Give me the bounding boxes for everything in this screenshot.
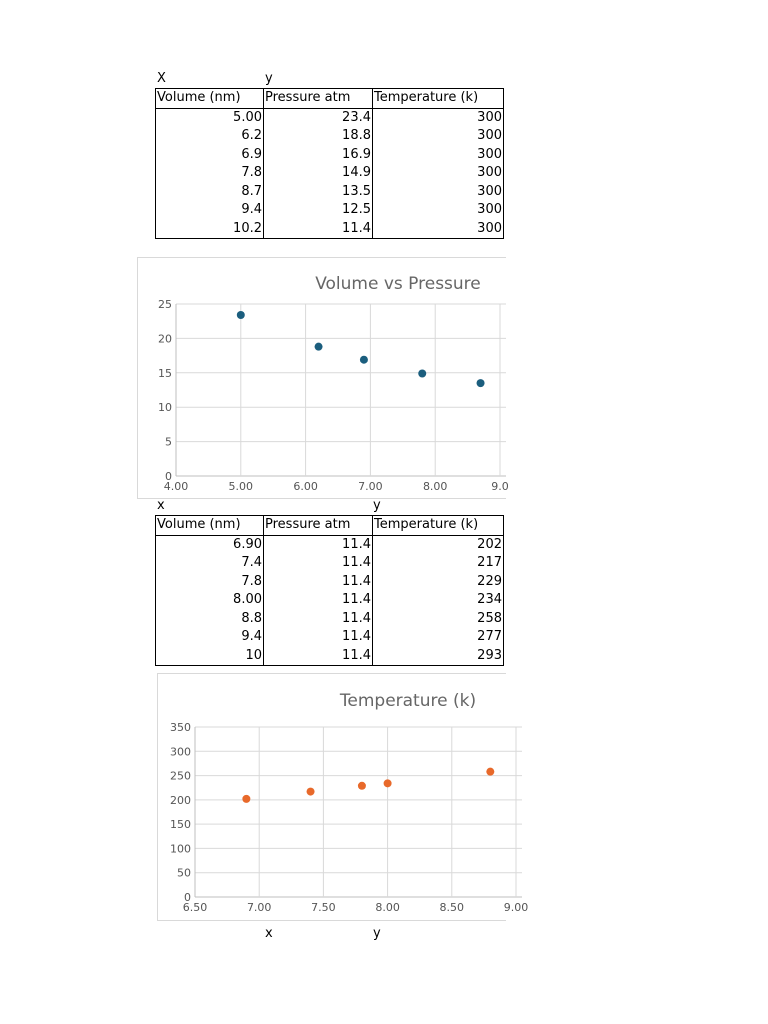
- table-cell: 10: [156, 647, 264, 666]
- table-cell: 16.9: [264, 146, 373, 165]
- data-point: [418, 369, 426, 377]
- table2-header-row: [156, 516, 504, 536]
- data-point: [486, 768, 494, 776]
- y-tick-label: 5: [165, 435, 172, 449]
- table-cell: 11.4: [264, 628, 373, 647]
- table-row: [156, 535, 504, 554]
- y-tick-label: 20: [158, 332, 172, 346]
- table-cell: 229: [373, 573, 504, 592]
- y-tick-label: 0: [184, 891, 191, 904]
- y-tick-label: 15: [158, 366, 172, 380]
- table-cell: 7.8: [156, 573, 264, 592]
- data-point: [307, 788, 315, 796]
- table2: [155, 515, 504, 666]
- table-cell: 202: [373, 535, 504, 554]
- x-tick-label: 5.00: [228, 480, 254, 493]
- chart-title: Temperature (k): [339, 691, 477, 711]
- table-cell: 9.4: [156, 628, 264, 647]
- table-cell: 11.4: [264, 591, 373, 610]
- table-cell: 234: [373, 591, 504, 610]
- table-cell: 8.00: [156, 591, 264, 610]
- data-point: [242, 795, 250, 803]
- table-cell: 5.00: [156, 108, 264, 127]
- y-tick-label: 150: [170, 818, 191, 832]
- table-cell: 11.4: [264, 610, 373, 629]
- data-point: [237, 311, 245, 319]
- table2-header-pressure: Pressure atm: [264, 516, 373, 536]
- y-tick-label: 10: [158, 401, 172, 415]
- table-row: [156, 146, 504, 165]
- y-tick-label: 300: [170, 745, 191, 759]
- table-row: [156, 647, 504, 666]
- chart-volume-vs-pressure: [137, 257, 509, 499]
- table-cell: 14.9: [264, 164, 373, 183]
- chart-volume-vs-pressure-svg: [138, 258, 509, 498]
- x-tick-label: 8.50: [439, 901, 465, 914]
- table-cell: 8.8: [156, 610, 264, 629]
- table-cell: 300: [373, 201, 504, 220]
- data-point: [477, 379, 485, 387]
- table-cell: 293: [373, 647, 504, 666]
- table-cell: 11.4: [264, 573, 373, 592]
- table1-col-label-y: y: [265, 71, 273, 86]
- table-cell: 300: [373, 183, 504, 202]
- table-row: [156, 628, 504, 647]
- x-tick-label: 8.00: [422, 480, 448, 493]
- table-row: [156, 554, 504, 573]
- table1-col-label-x: X: [157, 71, 166, 86]
- y-tick-label: 200: [170, 793, 191, 807]
- table-row: [156, 108, 504, 127]
- x-tick-label: 9.0: [491, 480, 509, 493]
- table-cell: 6.90: [156, 535, 264, 554]
- y-tick-label: 25: [158, 298, 172, 311]
- table1-header-volume: Volume (nm): [156, 89, 264, 109]
- table-cell: 300: [373, 146, 504, 165]
- chart-temperature: [157, 673, 529, 921]
- data-point: [315, 343, 323, 351]
- chart-title: Volume vs Pressure: [315, 274, 481, 294]
- table-cell: 6.2: [156, 127, 264, 146]
- bottom-label-x: x: [265, 926, 273, 941]
- table2-col-label-x: x: [157, 498, 165, 513]
- table-cell: 6.9: [156, 146, 264, 165]
- table-cell: 300: [373, 164, 504, 183]
- table-cell: 258: [373, 610, 504, 629]
- table2-col-label-y: y: [373, 498, 381, 513]
- y-tick-label: 0: [165, 470, 172, 483]
- table1: [155, 88, 504, 239]
- table-row: [156, 591, 504, 610]
- table-cell: 7.4: [156, 554, 264, 573]
- table-cell: 11.4: [264, 554, 373, 573]
- table1-header-pressure: Pressure atm: [264, 89, 373, 109]
- table-cell: 12.5: [264, 201, 373, 220]
- table-cell: 10.2: [156, 220, 264, 239]
- x-tick-label: 8.00: [375, 901, 400, 914]
- table-cell: 277: [373, 628, 504, 647]
- chart-temperature-svg: [158, 674, 529, 920]
- data-point: [384, 779, 392, 787]
- table-cell: 13.5: [264, 183, 373, 202]
- table-cell: 9.4: [156, 201, 264, 220]
- y-tick-label: 350: [170, 721, 191, 734]
- table-cell: 300: [373, 127, 504, 146]
- table-cell: 18.8: [264, 127, 373, 146]
- table-row: [156, 183, 504, 202]
- x-tick-label: 6.50: [182, 901, 208, 914]
- table-row: [156, 201, 504, 220]
- table2-header-temperature: Temperature (k): [373, 516, 504, 536]
- table1-header-temperature: Temperature (k): [373, 89, 504, 109]
- y-tick-label: 50: [177, 866, 191, 880]
- y-tick-label: 250: [170, 769, 191, 783]
- table-row: [156, 127, 504, 146]
- table-cell: 217: [373, 554, 504, 573]
- y-tick-label: 100: [170, 842, 191, 856]
- table-row: [156, 164, 504, 183]
- table-row: [156, 610, 504, 629]
- table2-header-volume: Volume (nm): [156, 516, 264, 536]
- x-tick-label: 4.00: [163, 480, 189, 493]
- table-cell: 7.8: [156, 164, 264, 183]
- table-cell: 300: [373, 108, 504, 127]
- table-cell: 11.4: [264, 647, 373, 666]
- x-tick-label: 9.00: [503, 901, 529, 914]
- table-cell: 300: [373, 220, 504, 239]
- x-tick-label: 7.50: [311, 901, 336, 914]
- data-point: [360, 356, 368, 364]
- table-cell: 8.7: [156, 183, 264, 202]
- table-cell: 11.4: [264, 220, 373, 239]
- data-point: [358, 782, 366, 790]
- x-tick-label: 7.00: [358, 480, 383, 493]
- table-cell: 11.4: [264, 535, 373, 554]
- table-row: [156, 573, 504, 592]
- table1-header-row: [156, 89, 504, 109]
- table-row: [156, 220, 504, 239]
- table-cell: 23.4: [264, 108, 373, 127]
- x-tick-label: 6.00: [293, 480, 318, 493]
- bottom-label-y: y: [373, 926, 381, 941]
- x-tick-label: 7.00: [246, 901, 272, 914]
